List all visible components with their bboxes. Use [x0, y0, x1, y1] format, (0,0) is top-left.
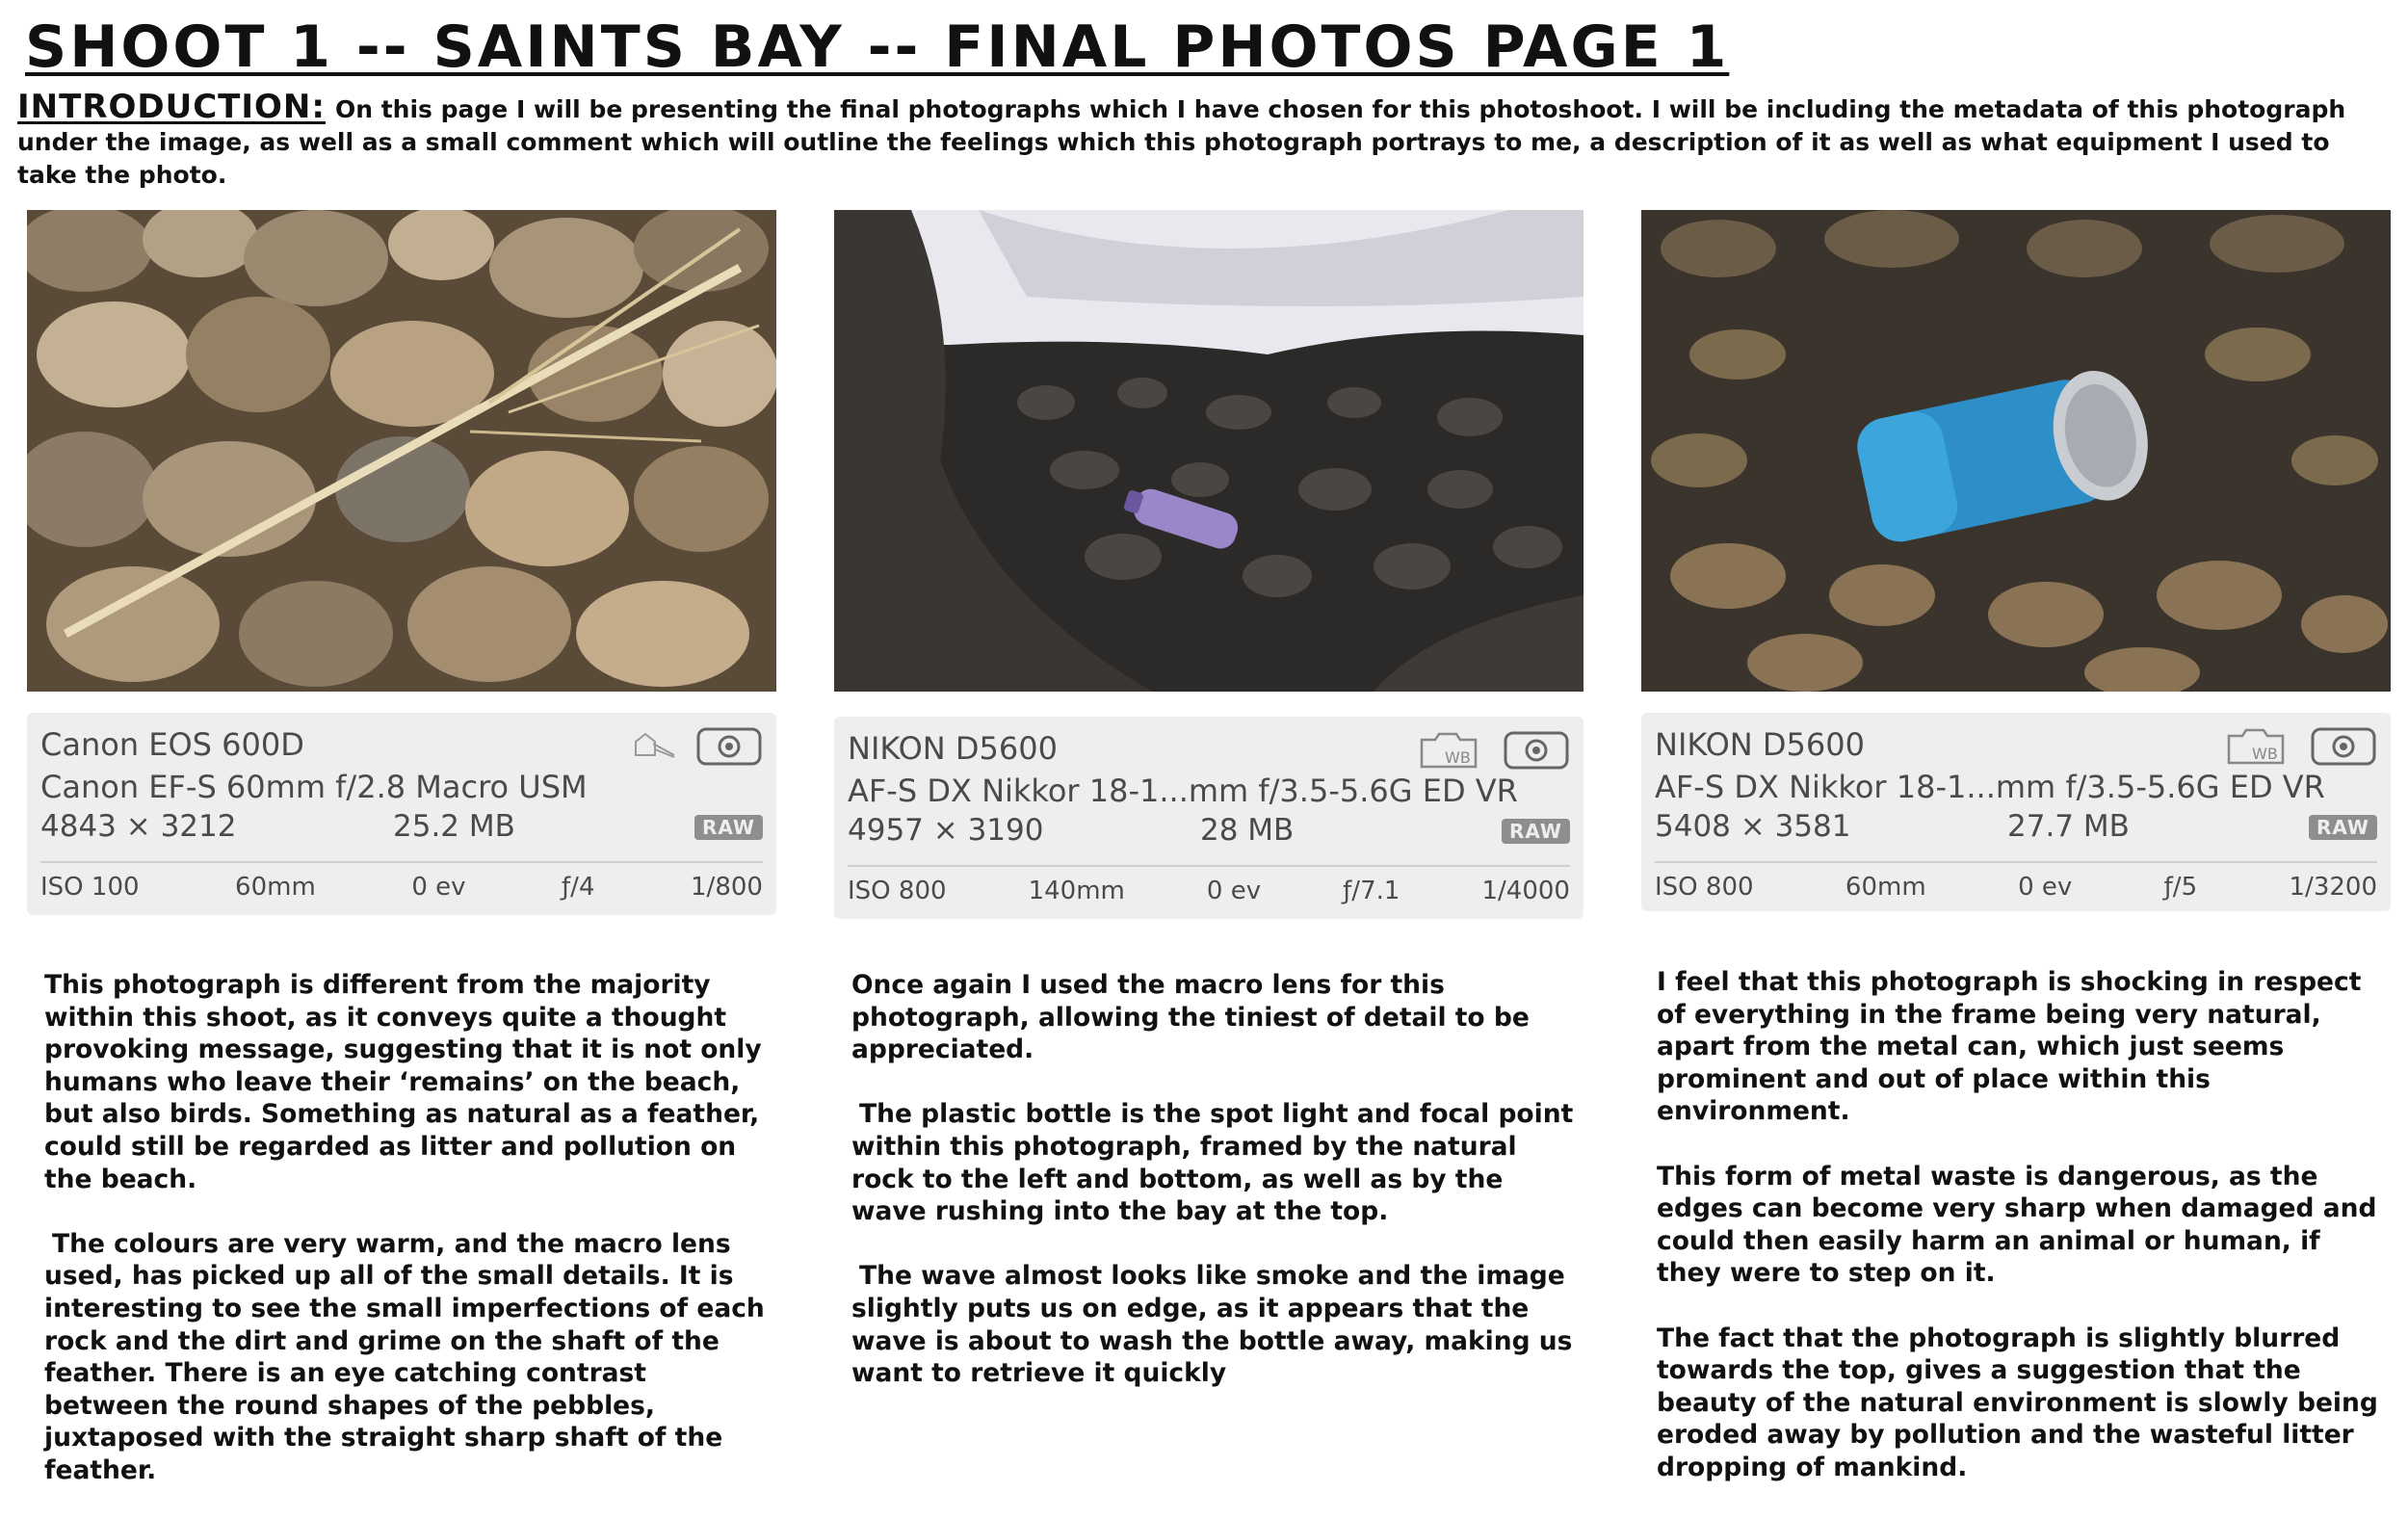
- exposure-bias: 0 ev: [1206, 877, 1262, 905]
- photo-can: [1641, 210, 2391, 692]
- focal-length: 60mm: [1845, 873, 1926, 902]
- exposure-bias: 0 ev: [2018, 873, 2073, 902]
- svg-text:WB: WB: [2252, 745, 2278, 763]
- camera-model: NIKON D5600: [1655, 726, 1865, 763]
- intro: [17, 88, 2389, 192]
- divider: [848, 865, 1570, 867]
- photo-bottle: [834, 210, 1584, 692]
- format-badge: RAW: [2309, 815, 2377, 840]
- lens-model: AF-S DX Nikkor 18-1...mm f/3.5-5.6G ED VR: [848, 773, 1518, 809]
- metadata-panel: [27, 713, 776, 915]
- divider: [40, 861, 763, 863]
- comment-paragraph: This form of metal waste is dangerous, as the edges can become very sharp when damaged and could then easily harm an animal or human, if they were to step on it.: [1657, 1161, 2377, 1289]
- file-size: 27.7 MB: [2007, 809, 2130, 844]
- photo-comment: [1657, 966, 2389, 1516]
- aperture: ƒ/5: [2163, 873, 2198, 902]
- image-dimensions: 4957 × 3190: [848, 813, 1044, 848]
- comment-paragraph: Once again I used the macro lens for this photograph, allowing the tiniest of detail to be appreciated.: [851, 970, 1530, 1065]
- lens-model: AF-S DX Nikkor 18-1...mm f/3.5-5.6G ED VR: [1655, 769, 2325, 805]
- image-dimensions: 5408 × 3581: [1655, 809, 1851, 844]
- exposure-row: [848, 877, 1570, 905]
- page-title: SHOOT 1 -- SAINTS BAY -- FINAL PHOTOS PAGE 1: [25, 13, 1730, 81]
- image-dimensions: 4843 × 3212: [40, 809, 237, 844]
- comment-paragraph: This photograph is different from the majority within this shoot, as it conveys quite a thought provoking message, suggesting that it is not only humans who leave their ‘remains’ on the beach, but also birds. Something as natural as a feather, could still be regarded as litter and pollution on the beach.: [44, 970, 762, 1194]
- focal-length: 140mm: [1028, 877, 1125, 905]
- iso-value: ISO 800: [848, 877, 947, 905]
- intro-text: On this page I will be presenting the final photographs which I have chosen for this photoshoot. I will be including the metadata of this photograph under the image, as well as a small comment which will outline the feelings which this photograph portrays to me, a description of it as well as what equipment I used to take the photo.: [17, 95, 2346, 189]
- format-badge: RAW: [1502, 819, 1570, 844]
- iso-value: ISO 800: [1655, 873, 1754, 902]
- file-size: 25.2 MB: [393, 809, 515, 844]
- iso-value: ISO 100: [40, 873, 140, 902]
- exposure-row: [1655, 873, 2377, 902]
- shutter-speed: 1/800: [691, 873, 763, 902]
- metadata-panel: [834, 717, 1584, 919]
- camera-model: Canon EOS 600D: [40, 726, 304, 763]
- hdr-icon: [630, 726, 678, 761]
- metering-icon: [2310, 726, 2377, 767]
- file-size: 28 MB: [1200, 813, 1295, 848]
- exposure-row: [40, 873, 763, 902]
- photo-comment: [44, 969, 776, 1519]
- comment-paragraph: The colours are very warm, and the macro lens used, has picked up all of the small details. It is interesting to see the small imperfections of each rock and the dirt and grime on the shaft of the feather. There is an eye catching contrast between the round shapes of the pebbles, juxtaposed with the straight sharp shaft of the feather.: [44, 1228, 765, 1485]
- wb-camera-icon: [1418, 730, 1485, 771]
- comment-paragraph: The fact that the photograph is slightly blurred towards the top, gives a suggestion that the beauty of the natural environment is slowly being eroded away by pollution and the wasteful litter dropping of mankind.: [1657, 1323, 2378, 1482]
- metering-icon: [695, 726, 763, 767]
- photo-feather: [27, 210, 776, 692]
- focal-length: 60mm: [235, 873, 316, 902]
- wb-camera-icon: [2225, 726, 2292, 767]
- svg-text:WB: WB: [1445, 748, 1471, 767]
- exposure-bias: 0 ev: [411, 873, 466, 902]
- lens-model: Canon EF-S 60mm f/2.8 Macro USM: [40, 769, 588, 805]
- format-badge: RAW: [694, 815, 763, 840]
- photo-comment: [851, 969, 1584, 1422]
- metering-icon: [1503, 730, 1570, 771]
- shutter-speed: 1/3200: [2289, 873, 2377, 902]
- aperture: ƒ/7.1: [1343, 877, 1400, 905]
- aperture: ƒ/4: [562, 873, 595, 902]
- intro-label: INTRODUCTION:: [17, 88, 326, 126]
- comment-paragraph: I feel that this photograph is shocking in respect of everything in the frame being very natural, apart from the metal can, which just seems prominent and out of place within this environment.: [1657, 967, 2362, 1127]
- metadata-panel: [1641, 713, 2391, 911]
- camera-model: NIKON D5600: [848, 730, 1058, 767]
- comment-paragraph: The plastic bottle is the spot light and focal point within this photograph, framed by the natural rock to the left and bottom, as well as by the wave rushing into the bay at the top.: [851, 1099, 1574, 1227]
- comment-paragraph: The wave almost looks like smoke and the image slightly puts us on edge, as it appears that the wave is about to wash the bottle away, making us want to retrieve it quickly: [851, 1261, 1573, 1389]
- shutter-speed: 1/4000: [1481, 877, 1570, 905]
- divider: [1655, 861, 2377, 863]
